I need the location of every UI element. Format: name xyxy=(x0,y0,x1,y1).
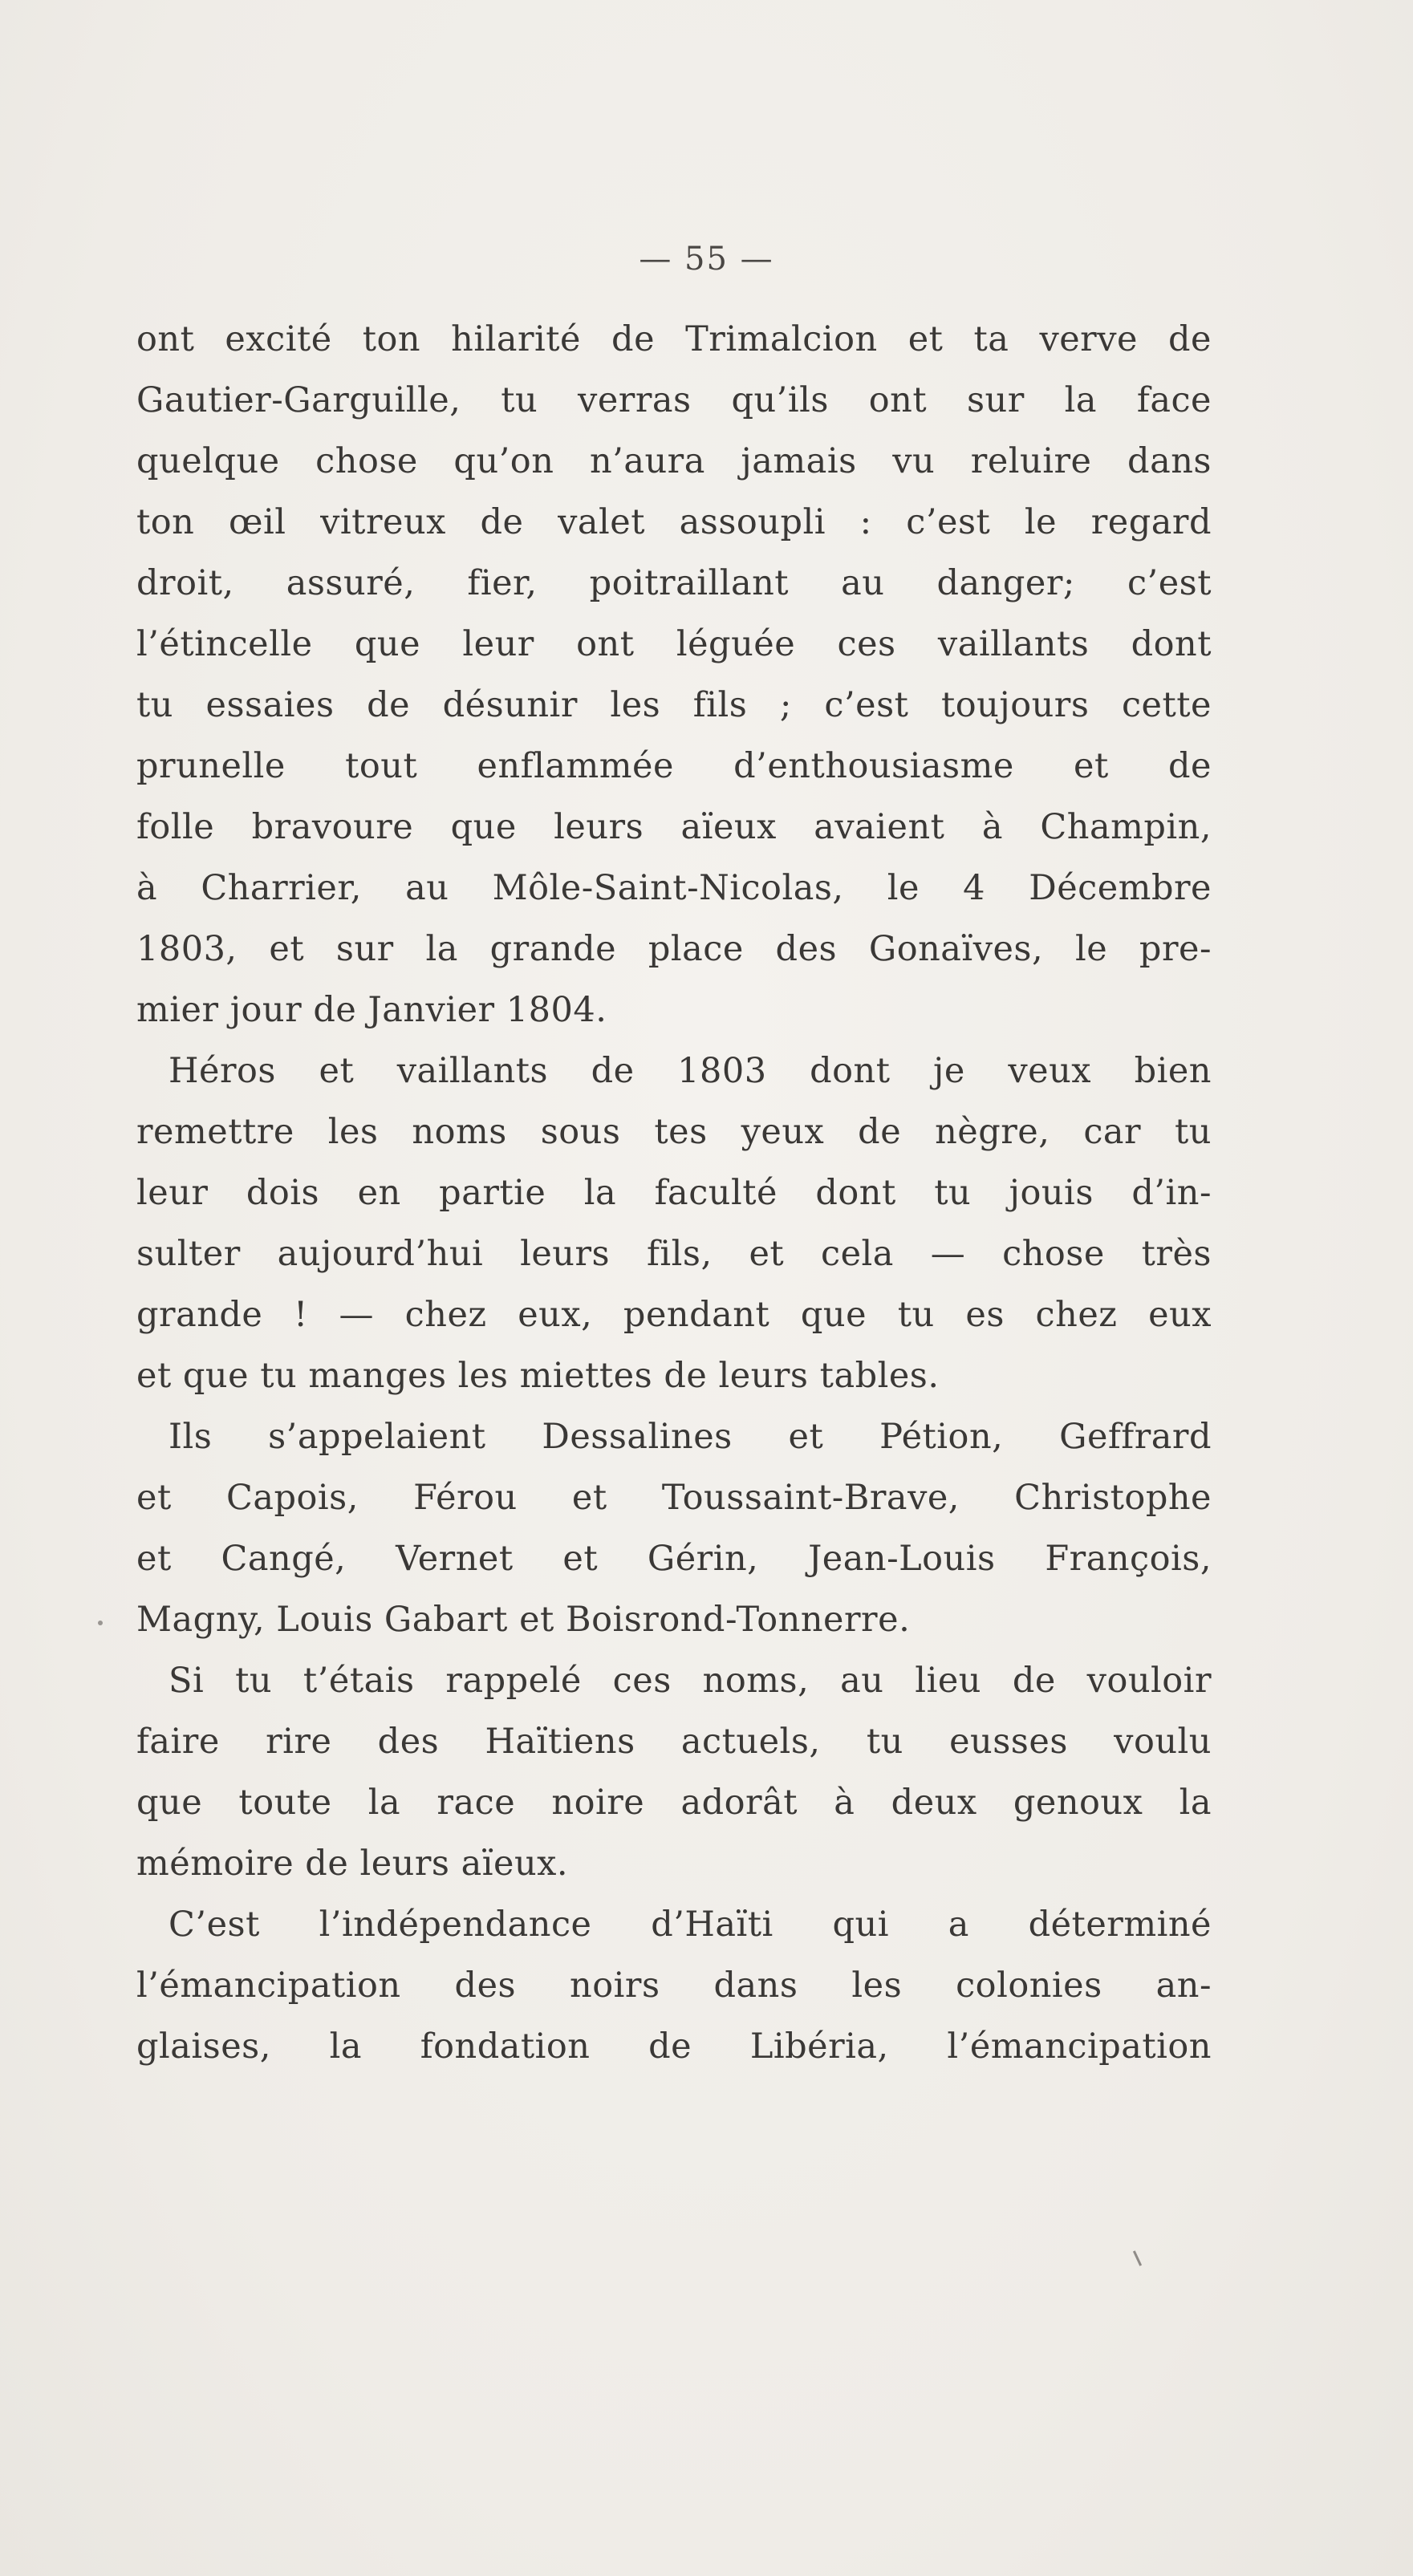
text-line: glaises, la fondation de Libéria, l’émancipation xyxy=(136,2026,1212,2067)
text-line: 1803, et sur la grande place des Gonaïves, le pre- xyxy=(136,929,1212,969)
margin-mark xyxy=(98,1621,103,1625)
text-line: remettre les noms sous tes yeux de nègre, car tu xyxy=(136,1112,1212,1152)
text-line: et Cangé, Vernet et Gérin, Jean-Louis François, xyxy=(136,1539,1212,1579)
page-number: — 55 — xyxy=(639,241,774,278)
text-line: ont excité ton hilarité de Trimalcion et ta verve de xyxy=(136,319,1212,359)
text-line: sulter aujourd’hui leurs fils, et cela — chose très xyxy=(136,1234,1212,1274)
text-line: quelque chose qu’on n’aura jamais vu reluire dans xyxy=(136,441,1212,481)
text-line: ton œil vitreux de valet assoupli : c’est le regard xyxy=(136,502,1212,542)
text-line: leur dois en partie la faculté dont tu jouis d’in- xyxy=(136,1173,1212,1213)
text-line: tu essaies de désunir les fils ; c’est toujours cette xyxy=(136,685,1212,725)
paragraph-start-line: C’est l’indépendance d’Haïti qui a déterminé xyxy=(169,1905,1212,1945)
text-line: faire rire des Haïtiens actuels, tu eusses voulu xyxy=(136,1722,1212,1762)
text-line: que toute la race noire adorât à deux genoux la xyxy=(136,1783,1212,1823)
paragraph-start-line: Héros et vaillants de 1803 dont je veux bien xyxy=(169,1051,1212,1091)
text-line: folle bravoure que leurs aïeux avaient à Champin, xyxy=(136,807,1212,847)
text-line: et Capois, Férou et Toussaint-Brave, Christophe xyxy=(136,1478,1212,1518)
text-line: mier jour de Janvier 1804. xyxy=(136,990,607,1030)
text-line: et que tu manges les miettes de leurs tables. xyxy=(136,1356,940,1396)
body-text xyxy=(136,309,1212,2077)
paragraph-start-line: Si tu t’étais rappelé ces noms, au lieu de vouloir xyxy=(169,1661,1212,1701)
ink-smudge xyxy=(1133,2250,1142,2266)
paragraph-start-line: Ils s’appelaient Dessalines et Pétion, Geffrard xyxy=(169,1417,1212,1457)
text-line: Magny, Louis Gabart et Boisrond-Tonnerre. xyxy=(136,1600,911,1640)
text-line: à Charrier, au Môle-Saint-Nicolas, le 4 Décembre xyxy=(136,868,1212,908)
text-line: mémoire de leurs aïeux. xyxy=(136,1844,569,1884)
text-line: Gautier-Garguille, tu verras qu’ils ont sur la face xyxy=(136,380,1212,420)
text-line: l’émancipation des noirs dans les colonies an- xyxy=(136,1965,1212,2006)
text-line: grande ! — chez eux, pendant que tu es chez eux xyxy=(136,1295,1212,1335)
text-line: prunelle tout enflammée d’enthousiasme et de xyxy=(136,746,1212,786)
text-line: droit, assuré, fier, poitraillant au danger; c’est xyxy=(136,563,1212,603)
text-line: l’étincelle que leur ont léguée ces vaillants dont xyxy=(136,624,1212,664)
